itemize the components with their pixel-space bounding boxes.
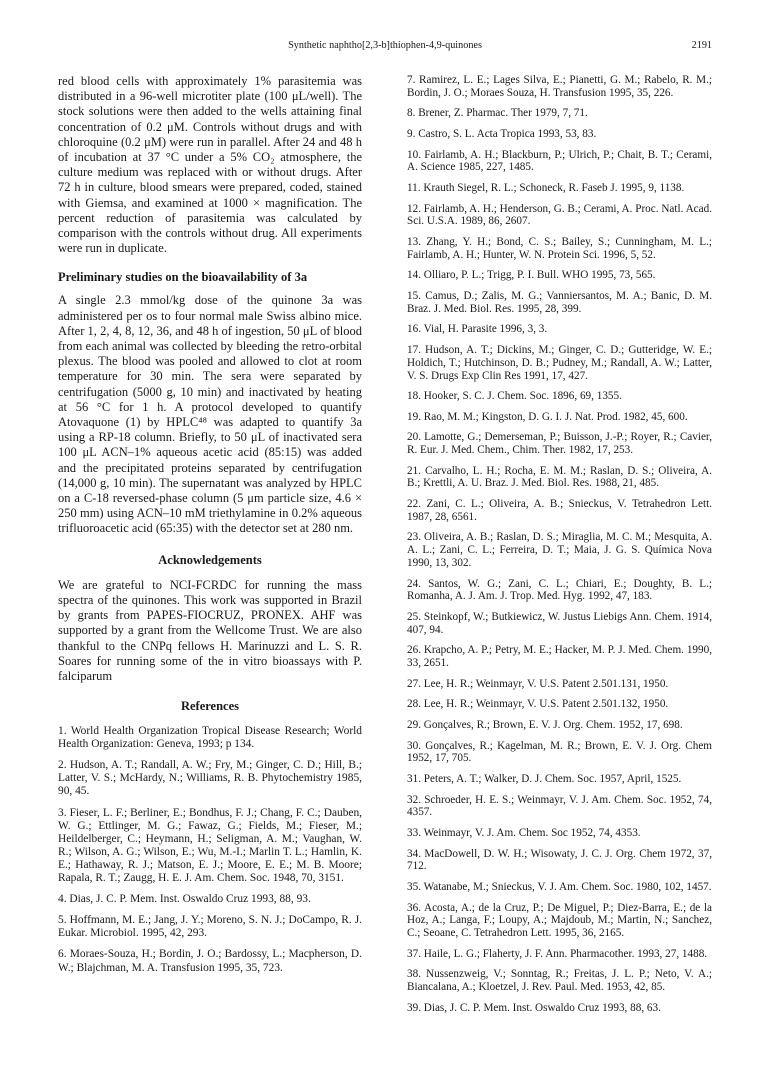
reference-item: 16. Vial, H. Parasite 1996, 3, 3.	[407, 323, 548, 336]
reference-item: 1. World Health Organization Tropical Disease Research; World Health Organization: Geneva, 1993; p 134.	[58, 725, 362, 751]
reference-item: 32. Schroeder, H. E. S.; Weinmayr, V. J. Am. Chem. Soc. 1952, 74, 4357.	[407, 793, 712, 819]
reference-item: 14. Olliaro, P. L.; Trigg, P. I. Bull. WHO 1995, 73, 565.	[407, 269, 656, 282]
reference-item: 28. Lee, H. R.; Weinmayr, V. U.S. Patent 2.501.132, 1950.	[407, 698, 669, 711]
reference-item: 13. Zhang, Y. H.; Bond, C. S.; Bailey, S.; Cunningham, M. L.; Fairlamb, A. H.; Hunter, W. N. Protein Sci. 1996, 5, 52.	[407, 235, 712, 261]
references-list-right	[407, 74, 712, 1015]
reference-item: 18. Hooker, S. C. J. Chem. Soc. 1896, 69, 1355.	[407, 390, 622, 403]
reference-item: 3. Fieser, L. F.; Berliner, E.; Bondhus, F. J.; Chang, F. C.; Dauben, W. G.; Ettlinger, M. G.; Fawaz, G.; Fields, M.; Fieser, M.; Heildelberger, C.; Heymann, H.; Seligman, A. M.; Vaughan, W. R.; Wilson, A. G.; Wilson, E.; Wu, M.-I.; Marlin T. L.; Hamlin, K. E.; Hathaway, R. J.; Matson, E. J.; Moore, E. E.; M. B. Moore; Rapala, R. T.; Zaugg, H. E. J. Am. Chem. Soc. 1948, 70, 3151.	[58, 806, 362, 885]
acknowledgements-paragraph: We are grateful to NCI-FCRDC for running the mass spectra of the quinones. This work was supported in Brazil by grants from PAPES-FIOCRUZ, PRONEX. AHF was supported by a grant from the Wellcome Trust. We are also thankful to the CNPq fellows H. Marinuzzi and L. S. R. Soares for running some of the in vitro bioassays with P. falciparum	[58, 577, 362, 683]
reference-item: 5. Hoffmann, M. E.; Jang, J. Y.; Moreno, S. N. J.; DoCampo, R. J. Eukar. Microbiol. 1995, 42, 293.	[58, 914, 362, 940]
bioavailability-paragraph: A single 2.3 mmol/kg dose of the quinone 3a was administered per os to four normal male Swiss albino mice. After 1, 2, 4, 8, 12, 36, and 48 h of ingestion, 50 μL of blood from each animal was collected by bleeding the retro-orbital plexus. The blood was pooled and allowed to clot at room temperature for 30 min. The sera were separated by centrifugation (5000 g, 10 min) and inactivated by heating at 56 °C for 1 h. A protocol developed to quantify Atovaquone (1) by HPLC⁴⁸ was adapted to quantify 3a using a RP-18 column. Briefly, to 50 μL of inactivated sera 100 μL ACN–1% aqueous acetic acid (85:15) was added and the precipitated proteins separated by centrifugation (14,000 g, 10 min). The supernatant was analyzed by HPLC on a C-18 reversed-phase column (5 μm particle size, 4.6 × 250 mm) using ACN–10 mM triethylamine in 0.2% aqueous trifluoroacetic acid (65:35) with the detector set at 280 nm.	[58, 293, 362, 536]
running-title: Synthetic naphtho[2,3-b]thiophen-4,9-quinones	[288, 40, 482, 51]
reference-item: 34. MacDowell, D. W. H.; Wisowaty, J. C. J. Org. Chem 1972, 37, 712.	[407, 847, 712, 873]
reference-item: 6. Moraes-Souza, H.; Bordin, J. O.; Bardossy, L.; Macpherson, D. W.; Blajchman, M. A. Transfusion 1995, 35, 723.	[58, 948, 362, 974]
reference-item: 38. Nussenzweig, V.; Sonntag, R.; Freitas, J. L. P.; Neto, V. A.; Biancalana, A.; Kloetzel, J. Rev. Paul. Med. 1953, 42, 85.	[407, 968, 712, 994]
reference-item: 25. Steinkopf, W.; Butkiewicz, W. Justus Liebigs Ann. Chem. 1914, 407, 94.	[407, 611, 712, 636]
reference-item: 31. Peters, A. T.; Walker, D. J. Chem. Soc. 1957, April, 1525.	[407, 773, 682, 785]
reference-item: 21. Carvalho, L. H.; Rocha, E. M. M.; Raslan, D. S.; Oliveira, A. B.; Krettli, A. U. Braz. J. Med. Biol. Res. 1988, 21, 485.	[407, 464, 712, 490]
page-number: 2191	[691, 40, 712, 51]
reference-item: 11. Krauth Siegel, R. L.; Schoneck, R. Faseb J. 1995, 9, 1138.	[407, 181, 685, 194]
reference-item: 33. Weinmayr, V. J. Am. Chem. Soc 1952, 74, 4353.	[407, 826, 641, 839]
right-column	[407, 74, 712, 1022]
reference-item: 26. Krapcho, A. P.; Petry, M. E.; Hacker, M. P. J. Med. Chem. 1990, 33, 2651.	[407, 644, 712, 670]
reference-item: 20. Lamotte, G.; Demerseman, P.; Buisson, J.-P.; Royer, R.; Cavier, R. Eur. J. Med. Chem., Chim. Ther. 1982, 17, 253.	[407, 431, 712, 457]
reference-item: 37. Haile, L. G.; Flaherty, J. F. Ann. Pharmacother. 1993, 27, 1488.	[407, 947, 708, 960]
bioavailability-heading: Preliminary studies on the bioavailability of 3a	[58, 270, 308, 285]
reference-item: 24. Santos, W. G.; Zani, C. L.; Chiari, E.; Doughty, B. L.; Romanha, A. J. Am. J. Trop. Med. Hyg. 1992, 47, 183.	[407, 577, 712, 603]
reference-item: 27. Lee, H. R.; Weinmayr, V. U.S. Patent 2.501.131, 1950.	[407, 677, 669, 690]
reference-item: 36. Acosta, A.; de la Cruz, P.; De Miguel, P.; Diez-Barra, E.; de la Hoz, A.; Langa, F.; Loupy, A.; Majdoub, M.; Martin, N.; Sanchez, C.; Seoane, C. Tetrahedron Lett. 1995, 36, 2165.	[407, 901, 712, 940]
methods-paragraph: red blood cells with approximately 1% parasitemia was distributed in a 96-well microtiter plate (100 μL/well). The stock solutions were then added to the wells attaining final concentration of 0.2 μM. Controls without drugs and with chloroquine (0.2 μM) were run in parallel. After 24 and 48 h of incubation at 37 °C under a 5% CO₂ atmosphere, the culture medium was replaced with or without drugs. After 72 h in culture, blood smears were prepared, coded, stained with Giemsa, and examined at 1000 × magnification. The percent reduction of parasitemia was calculated by comparison with the controls without drug. All experiments were run in duplicate.	[58, 74, 362, 256]
reference-item: 7. Ramirez, L. E.; Lages Silva, E.; Pianetti, G. M.; Rabelo, R. M.; Bordin, J. O.; Moraes Souza, H. Transfusion 1995, 35, 226.	[407, 74, 712, 99]
references-heading: References	[180, 699, 240, 714]
references-list-left	[58, 725, 362, 975]
reference-item: 4. Dias, J. C. P. Mem. Inst. Oswaldo Cruz 1993, 88, 93.	[58, 893, 311, 906]
reference-item: 30. Gonçalves, R.; Kagelman, M. R.; Brown, E. V. J. Org. Chem 1952, 17, 705.	[407, 739, 712, 765]
left-column	[58, 74, 362, 975]
reference-item: 15. Camus, D.; Zalis, M. G.; Vanniersantos, M. A.; Banic, D. M. Braz. J. Med. Biol. Res. 1995, 28, 399.	[407, 289, 712, 315]
reference-item: 39. Dias, J. C. P. Mem. Inst. Oswaldo Cruz 1993, 88, 63.	[407, 1001, 661, 1014]
acknowledgements-heading: Acknowledgements	[158, 552, 262, 567]
journal-page	[58, 0, 712, 1076]
reference-item: 9. Castro, S. L. Acta Tropica 1993, 53, 83.	[407, 127, 597, 140]
reference-item: 10. Fairlamb, A. H.; Blackburn, P.; Ulrich, P.; Chait, B. T.; Cerami, A. Science 1985, 227, 1485.	[407, 148, 712, 174]
reference-item: 12. Fairlamb, A. H.; Henderson, G. B.; Cerami, A. Proc. Natl. Acad. Sci. U.S.A. 1989, 86, 2607.	[407, 202, 712, 228]
reference-item: 8. Brener, Z. Pharmac. Ther 1979, 7, 71.	[407, 107, 588, 120]
reference-item: 23. Oliveira, A. B.; Raslan, D. S.; Miraglia, M. C. M.; Mesquita, A. A. L.; Zani, C. L.; Ferreira, D. T.; Maia, J. G. S. Química Nova 1990, 13, 302.	[407, 531, 712, 570]
reference-item: 22. Zani, C. L.; Oliveira, A. B.; Snieckus, V. Tetrahedron Lett. 1987, 28, 6561.	[407, 498, 712, 523]
reference-item: 19. Rao, M. M.; Kingston, D. G. I. J. Nat. Prod. 1982, 45, 600.	[407, 410, 688, 423]
reference-item: 2. Hudson, A. T.; Randall, A. W.; Fry, M.; Ginger, C. D.; Hill, B.; Latter, V. S.; McHardy, N.; Williams, R. B. Phytochemistry 1985, 90, 45.	[58, 759, 362, 798]
reference-item: 29. Gonçalves, R.; Brown, E. V. J. Org. Chem. 1952, 17, 698.	[407, 719, 683, 732]
reference-item: 17. Hudson, A. T.; Dickins, M.; Ginger, C. D.; Gutteridge, W. E.; Holdich, T.; Hutchinson, D. B.; Pudney, M.; Randall, A. W.; Latter, V. S. Drugs Exp Clin Res 1991, 17, 427.	[407, 343, 712, 382]
reference-item: 35. Watanabe, M.; Snieckus, V. J. Am. Chem. Soc. 1980, 102, 1457.	[407, 880, 712, 893]
running-header	[58, 40, 712, 54]
